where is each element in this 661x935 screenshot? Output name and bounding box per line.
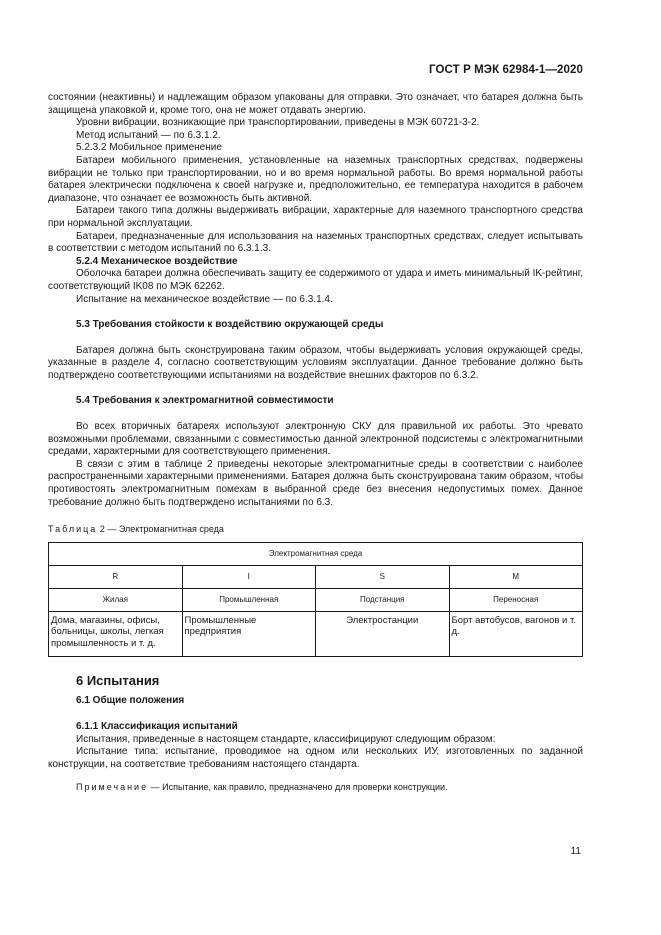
table-row — [49, 542, 583, 565]
section-heading: 5.3 Требования стойкости к воздействию окружающей среды — [76, 319, 384, 331]
section-heading: 5.4 Требования к электромагнитной совместимости — [76, 395, 334, 407]
table-cell: M — [449, 565, 583, 588]
paragraph: Оболочка батареи должна обеспечивать защиту ее содержимого от удара и иметь минимальный IK-рейтинг, соответствующий IK08 по МЭК 62262. — [48, 268, 583, 292]
table-cell: Дома, магазины, офисы, больницы, школы, легкая промышленность и т. д. — [49, 611, 183, 656]
page-content — [48, 92, 583, 794]
table-cell: Промышленная — [182, 588, 316, 611]
paragraph: Испытание типа: испытание, проводимое на одном или нескольких ИУ, изготовленных по заданной конструкции, на соответствие требованиям настоящего стандарта. — [48, 746, 583, 770]
table-cell: I — [182, 565, 316, 588]
paragraph: состоянии (неактивны) и надлежащим образом упакованы для отправки. Это означает, что батарея должна быть защищена упаковкой и, кроме того, она не может отдавать энергию. — [48, 92, 583, 116]
table-cell: Подстанция — [316, 588, 450, 611]
paragraph: Метод испытаний — по 6.3.1.2. — [76, 129, 221, 141]
document-header: ГОСТ Р МЭК 62984-1—2020 — [429, 64, 583, 76]
paragraph: Испытания, приведенные в настоящем стандарте, классифицируют следующим образом: — [76, 733, 496, 745]
paragraph: Батареи, предназначенные для использования на наземных транспортных средствах, следует испытывать в соответствии с методом испытаний по 6.3.1.3. — [48, 230, 583, 255]
emc-table — [48, 542, 583, 657]
section-heading: 6.1 Общие положения — [76, 695, 185, 707]
table-cell: R — [49, 565, 183, 588]
table-cell: Жилая — [49, 588, 183, 611]
table-caption-text: 2 — Электромагнитная среда — [99, 524, 224, 535]
paragraph: Батарея должна быть сконструирована таким образом, чтобы выдерживать условия окружающей среды, указанные в разделе 4, согласно соответствующим условиям эксплуатации. Данное требование должно быть подтверждено соответствующими испытаниями на воздействие внешних факторов по 6.3.2. — [48, 344, 583, 381]
paragraph: Испытание на механическое воздействие — по 6.3.1.4. — [76, 293, 333, 305]
note-text: — Испытание, как правило, предназначено для проверки конструкции. — [150, 782, 448, 793]
table-cell: Промышленные предприятия — [182, 611, 316, 656]
section-heading: 5.2.4 Механическое воздействие — [76, 255, 238, 267]
note-label: Примечание — [76, 782, 149, 793]
subsection-title: 5.2.3.2 Мобильное применение — [76, 142, 222, 154]
page-number: 11 — [570, 846, 581, 857]
table-row — [49, 588, 583, 611]
table-row — [49, 565, 583, 588]
paragraph: В связи с этим в таблице 2 приведены некоторые электромагнитные среды в соответствии с наиболее распространенными характерными применениями. Батарея должна быть сконструирована таким образом, чтобы противостоять электромагнитным помехам в выбранной среде без внесения недопустимых помех. Данное требование должно быть подтверждено испытаниями по 6.3. — [48, 458, 583, 508]
section-heading: 6.1.1 Классификация испытаний — [76, 721, 238, 732]
table-cell: S — [316, 565, 450, 588]
table-row — [49, 611, 583, 656]
paragraph: Уровни вибрации, возникающие при транспортировании, приведены в МЭК 60721-3-2. — [76, 117, 480, 129]
table-cell: Борт автобусов, вагонов и т. д. — [449, 611, 583, 656]
section-heading: 6 Испытания — [76, 672, 160, 688]
paragraph: Батареи такого типа должны выдерживать вибрации, характерные для наземного транспортного средства при нормальной эксплуатации. — [48, 205, 583, 229]
table-caption — [48, 523, 583, 536]
note — [48, 781, 583, 794]
paragraph: Батареи мобильного применения, установленные на наземных транспортных средствах, подвержены вибрации не только при транспортировании, но и во время нормальной работы. Во время нормальной работы батарея электрически подключена к своей нагрузке и, предположительно, ее температура находится в рабочем диапазоне, что означает ее возможность быть активной. — [48, 154, 583, 204]
table-cell: Электростанции — [316, 611, 450, 656]
paragraph: Во всех вторичных батареях используют электронную СКУ для правильной их работы. Это чревато возможными проблемами, связанными с совместимостью данной электронной подсистемы с электромагнитными средами, характерными для соответствующего применения. — [48, 421, 583, 458]
table-cell: Переносная — [449, 588, 583, 611]
table-title-cell: Электромагнитная среда — [49, 542, 583, 565]
table-caption-label: Таблица — [48, 524, 98, 535]
